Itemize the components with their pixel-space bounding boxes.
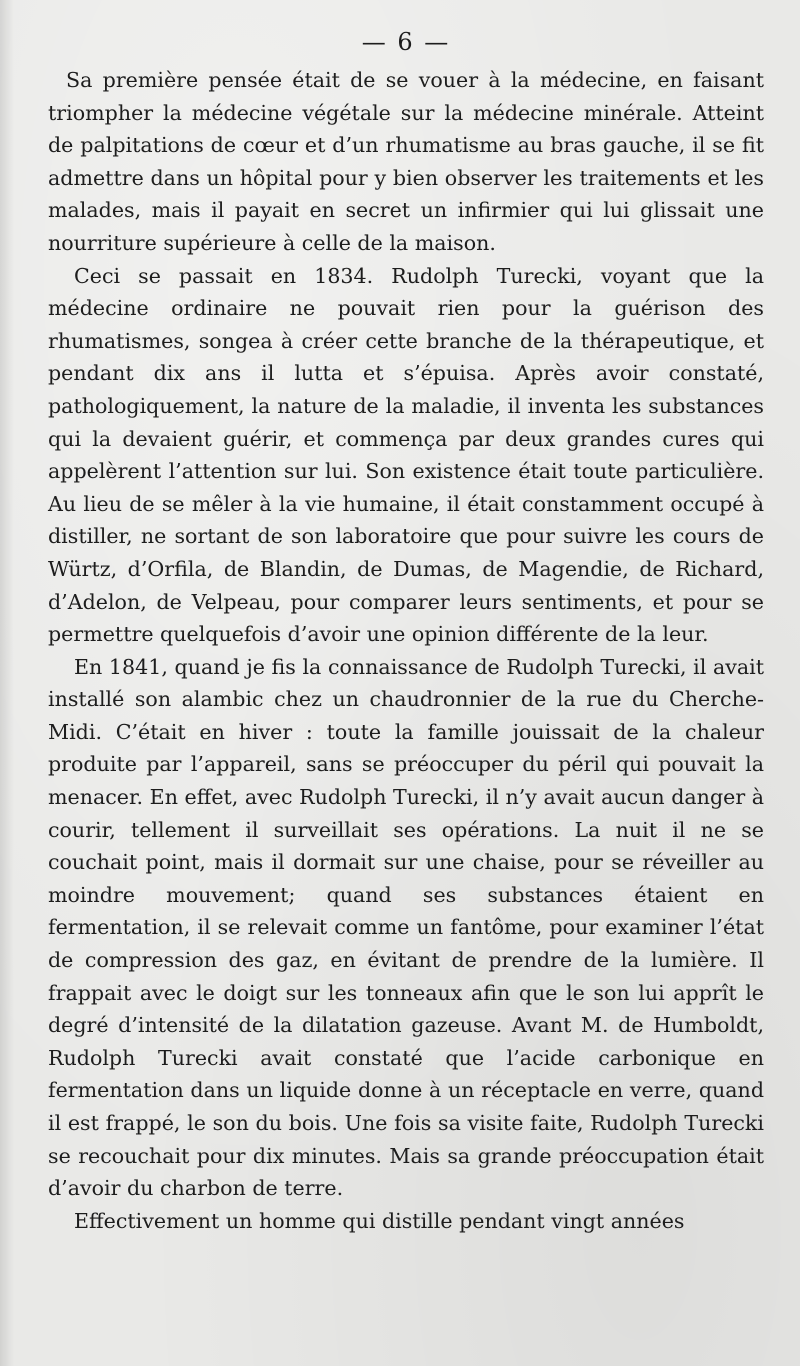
page-number: — 6 — [361,28,451,56]
paragraph-2: Ceci se passait en 1834. Rudolph Turecki, voyant que la médecine ordinaire ne pouvait rien pour la guérison des rhumatismes, songea à créer cette branche de la thérapeutique, et pendant dix ans il lutta et s’épuisa. Après avoir constaté, pathologiquement, la nature de la maladie, il inventa les substances qui la devaient guérir, et commença par deux grandes cures qui appelèrent l’attention sur lui. Son existence était toute particulière. Au lieu de se mêler à la vie humaine, il était constamment occupé à distiller, ne sortant de son laboratoire que pour suivre les cours de Würtz, d’Orfila, de Blandin, de Dumas, de Magendie, de Richard, d’Adelon, de Velpeau, pour comparer leurs sentiments, et pour se permettre quelquefois d’avoir une opinion différente de la leur. [48,263,764,647]
body-text [48,64,764,1237]
paragraph-1: Sa première pensée était de se vouer à la médecine, en faisant triompher la médecine végétale sur la médecine minérale. Atteint de palpitations de cœur et d’un rhumatisme au bras gauche, il se fit admettre dans un hôpital pour y bien observer les traitements et les malades, mais il payait en secret un infirmier qui lui glissait une nourriture supérieure à celle de la maison. [48,68,764,255]
paragraph-4: Effectivement un homme qui distille pendant vingt années [74,1208,685,1233]
paragraph-3: En 1841, quand je fis la connaissance de Rudolph Turecki, il avait installé son alambic chez un chaudronnier de la rue du Cherche-Midi. C’était en hiver : toute la famille jouissait de la chaleur produite par l’appareil, sans se préoccuper du péril qui pouvait la menacer. En effet, avec Rudolph Turecki, il n’y avait aucun danger à courir, tellement il surveillait ses opérations. La nuit il ne se couchait point, mais il dormait sur une chaise, pour se réveiller au moindre mouvement; quand ses substances étaient en fermentation, il se relevait comme un fantôme, pour examiner l’état de compression des gaz, en évitant de prendre de la lumière. Il frappait avec le doigt sur les tonneaux afin que le son lui apprît le degré d’intensité de la dilatation gazeuse. Avant M. de Humboldt, Rudolph Turecki avait constaté que l’acide carbonique en fermentation dans un liquide donne à un réceptacle en verre, quand il est frappé, le son du bois. Une fois sa visite faite, Rudolph Turecki se recouchait pour dix minutes. Mais sa grande préoccupation était d’avoir du charbon de terre. [48,654,764,1201]
